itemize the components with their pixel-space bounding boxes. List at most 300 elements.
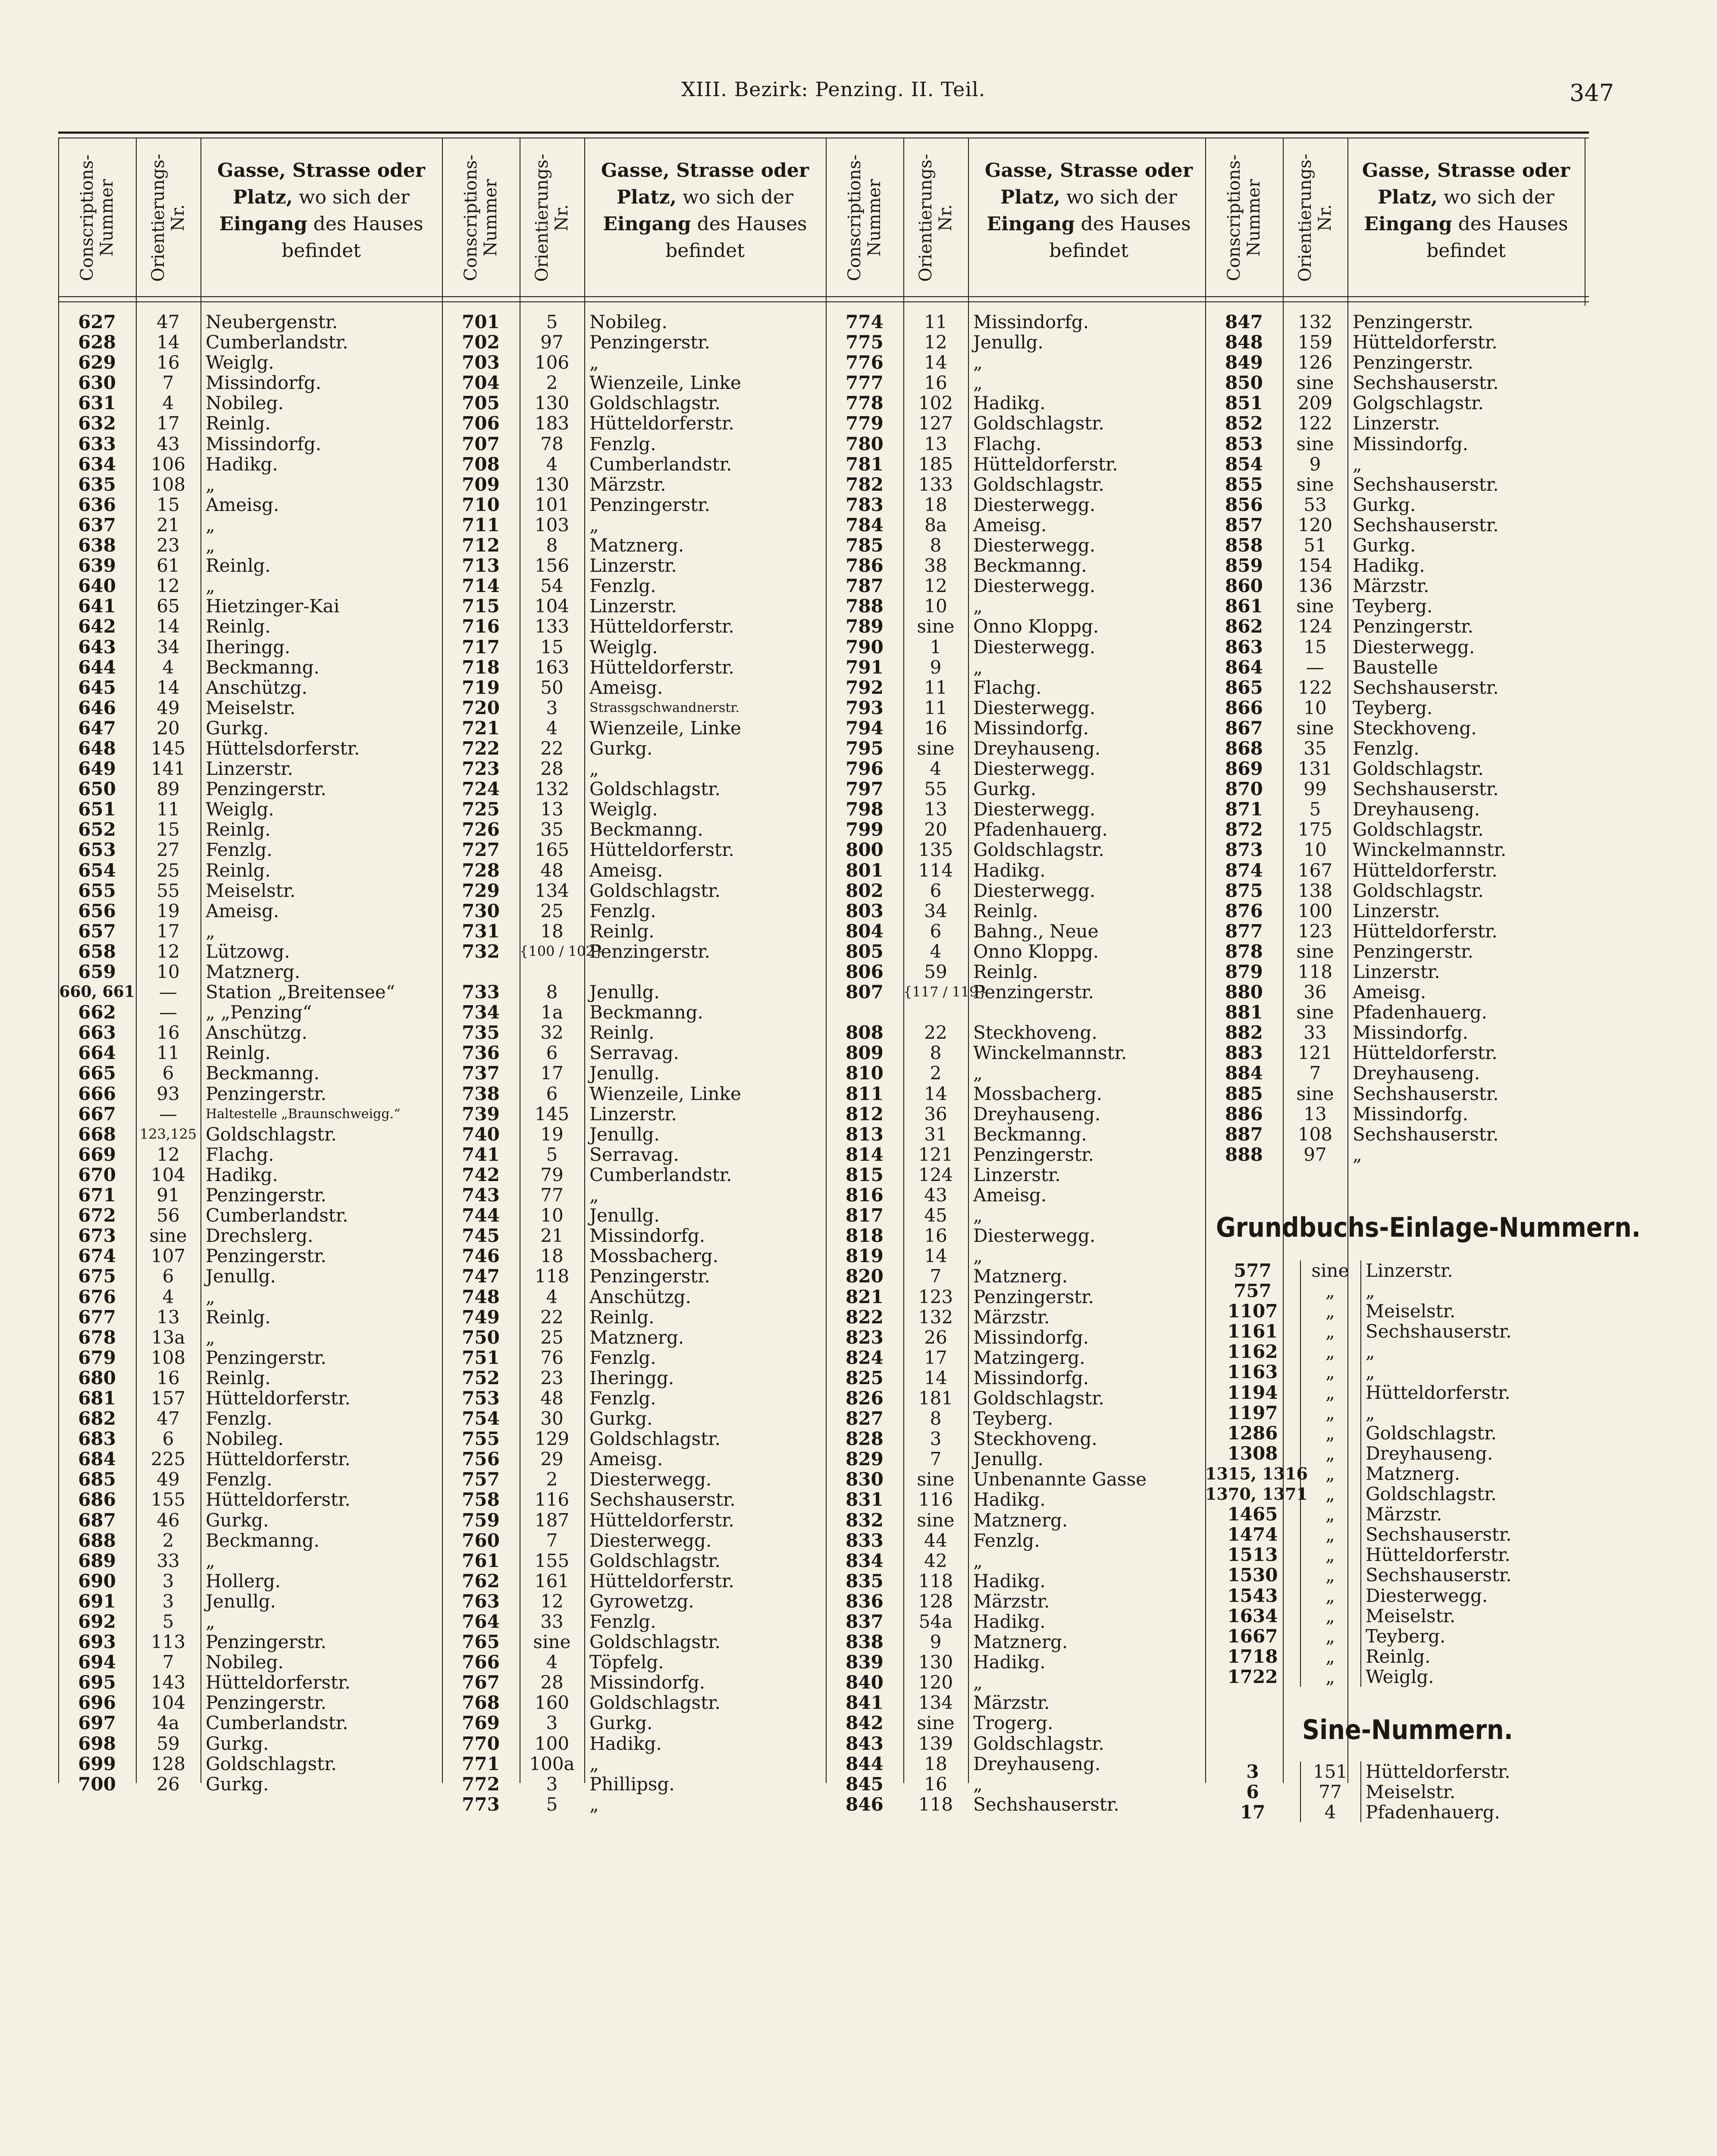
orientation-number: 9 [930,656,942,678]
table-row [826,1165,1209,1185]
street-name: Penzingerstr. [589,332,710,353]
grundbuch-row [1205,1463,1585,1484]
orientation-number: 33 [540,1611,564,1632]
table-row [442,1022,826,1043]
street-name: Cumberlandstr. [206,1205,348,1226]
conscription-number: 715 [462,595,500,617]
orientation-number: 59 [924,961,947,982]
table-row [58,738,442,758]
header-street-line1 [1347,157,1585,184]
street-name: Goldschlagstr. [589,778,721,800]
grundbuch-orientation: „ [1325,1422,1335,1444]
street-name: Sechshauserstr. [973,1793,1119,1815]
table-row [826,779,1209,799]
header-conscription [442,140,520,295]
table-row [826,1754,1209,1774]
conscription-number: 878 [1225,940,1263,962]
street-name: Diesterwegg. [589,1469,712,1490]
orientation-number: 21 [540,1225,564,1247]
orientation-number: 44 [924,1529,947,1551]
grundbuch-street: Reinlg. [1366,1645,1431,1667]
grundbuch-street: Sechshauserstr. [1366,1564,1512,1586]
table-row [442,779,826,799]
street-name: „ [206,1550,215,1571]
street-name: Penzingerstr. [206,1185,326,1206]
table-top-rule [58,132,1589,134]
conscription-number: 675 [78,1266,116,1287]
conscription-number: 707 [462,433,500,454]
street-name: „ [206,1286,215,1307]
table-row [58,962,442,982]
table-row [1205,474,1585,495]
conscription-number: 761 [462,1550,500,1571]
header-street-line1 [968,157,1209,184]
street-name: Diesterwegg. [973,575,1096,597]
orientation-number: 12 [157,1144,180,1165]
orientation-number: 102 [918,392,953,414]
table-row [826,535,1209,555]
street-name: Diesterwegg. [973,758,1096,780]
conscription-number: 776 [846,352,884,373]
table-row [442,1185,826,1205]
table-row [826,1327,1209,1348]
street-name: Serravag. [589,1144,679,1165]
conscription-number: 800 [846,839,884,861]
grundbuch-orientation: „ [1325,1605,1335,1626]
table-row [442,881,826,901]
orientation-number: 145 [150,737,186,759]
conscription-number: 793 [846,697,884,718]
conscription-number: 874 [1225,859,1263,881]
grundbuch-orientation: „ [1325,1341,1335,1363]
conscription-number: 862 [1225,616,1263,637]
table-row [58,474,442,495]
street-name: Teyberg. [1353,595,1433,617]
conscription-number: 664 [78,1042,116,1064]
table-row [442,312,826,332]
street-name: Weiglg. [206,352,274,373]
grundbuch-street: „ [1366,1280,1375,1302]
conscription-number: 681 [78,1387,116,1409]
table-row [442,434,826,454]
orientation-number: 136 [1297,575,1333,597]
table-row [58,1043,442,1063]
table-row [442,1469,826,1489]
conscription-number: 819 [846,1245,884,1267]
table-row [826,1368,1209,1388]
table-row [442,1266,826,1286]
table-row [58,901,442,921]
orientation-number: 50 [540,677,564,698]
orientation-number: 8a [924,514,947,536]
header-street [1347,140,1585,313]
table-row [826,1002,1209,1022]
conscription-number: 876 [1225,900,1263,921]
conscription-number: 814 [846,1144,884,1165]
orientation-number: sine [1296,473,1334,495]
orientation-number: 160 [534,1692,570,1714]
conscription-number: 835 [846,1570,884,1592]
table-row [442,474,826,495]
conscription-number: 691 [78,1590,116,1612]
conscription-number: 854 [1225,453,1263,475]
grundbuch-orientation: „ [1325,1585,1335,1606]
orientation-number: 29 [540,1448,564,1470]
street-name: Reinlg. [206,1042,271,1064]
conscription-number: 885 [1225,1083,1263,1104]
table-row [1205,840,1585,860]
table-row [442,1652,826,1672]
orientation-number: 133 [918,473,953,495]
orientation-number: 175 [1297,819,1333,840]
street-name: Lützowg. [206,940,290,962]
sine-street: Hütteldorferstr. [1366,1761,1510,1782]
table-row [826,515,1209,535]
street-name: Hütteldorferstr. [589,839,734,861]
street-name: „ [589,352,599,373]
table-row [826,962,1209,982]
conscription-number: 771 [462,1753,500,1774]
street-name: Hütteldorferstr. [973,453,1118,475]
street-name: Märzstr. [1353,575,1429,597]
street-name: Reinlg. [206,555,271,577]
orientation-number: 106 [150,453,186,475]
table-row [58,332,442,352]
conscription-number: 716 [462,616,500,637]
header-street-line2: Platz, wo sich der [1378,186,1554,208]
conscription-number: 721 [462,717,500,739]
table-row [58,1124,442,1144]
grundbuch-number: 1474 [1227,1524,1278,1545]
street-name: Trogerg. [973,1712,1053,1734]
street-name: Winckelmannstr. [1353,839,1507,861]
street-name: Weiglg. [206,799,274,820]
street-name: Penzingerstr. [973,1286,1094,1307]
table-row [58,1327,442,1348]
orientation-number: 118 [918,1793,953,1815]
orientation-number: 15 [157,494,180,515]
orientation-number: 18 [924,494,947,515]
orientation-number: 3 [546,1712,558,1734]
orientation-number: 25 [540,900,564,921]
grundbuch-number: 1163 [1227,1361,1278,1383]
orientation-number: 121 [1297,1042,1333,1064]
conscription-number: 815 [846,1164,884,1185]
conscription-number: 629 [78,352,116,373]
table-row [826,1733,1209,1754]
orientation-number: {100 / 102} [520,943,603,959]
conscription-number: 674 [78,1245,116,1267]
table-row [442,1408,826,1429]
conscription-number: 750 [462,1326,500,1348]
street-name: Ameisg. [589,1448,663,1470]
street-name: Hadikg. [206,453,278,475]
table-row [58,657,442,677]
conscription-number: 772 [462,1773,500,1795]
sine-number: 3 [1246,1761,1259,1782]
conscription-number: 842 [846,1712,884,1734]
table-row [826,860,1209,881]
street-name: Goldschlagstr. [589,1631,721,1653]
sine-row [1205,1782,1585,1802]
street-name: Serravag. [589,1042,679,1064]
street-name: Steckhoveng. [1353,717,1477,739]
grundbuch-orientation: „ [1325,1645,1335,1667]
street-name: Missindorfg. [589,1225,705,1247]
street-name: Jenullg. [973,1448,1043,1470]
orientation-number: 8 [546,535,558,556]
conscription-number: 824 [846,1347,884,1368]
conscription-number: 796 [846,758,884,780]
conscription-number: 884 [1225,1062,1263,1084]
street-name: Reinlg. [206,616,271,637]
street-name: Goldschlagstr. [589,1428,721,1450]
table-row [826,1124,1209,1144]
street-name: Dreyhauseng. [1353,799,1480,820]
orientation-number: 45 [924,1205,947,1226]
table-row [442,576,826,596]
street-name: Missindorfg. [589,1672,705,1693]
grundbuch-number: 1722 [1227,1666,1278,1687]
street-name: Märzstr. [589,473,666,495]
table-row [58,1084,442,1104]
grundbuch-row [1205,1382,1585,1403]
grundbuch-row [1205,1484,1585,1504]
conscription-number: 843 [846,1733,884,1754]
orientation-number: 12 [540,1590,564,1612]
conscription-number: 888 [1225,1144,1263,1165]
table-row [442,393,826,413]
grundbuch-street: Teyberg. [1366,1625,1446,1647]
orientation-number: 16 [924,1225,947,1247]
street-name: Diesterwegg. [973,880,1096,901]
table-row [442,901,826,921]
table-row [58,1002,442,1022]
conscription-number: 810 [846,1062,884,1084]
column-group-1 [58,312,442,1794]
grundbuch-orientation: „ [1325,1361,1335,1383]
table-row [826,1794,1209,1814]
orientation-number: 2 [162,1529,174,1551]
street-name: Penzingerstr. [1353,616,1473,637]
conscription-number: 720 [462,697,500,718]
table-row [58,434,442,454]
street-name: Penzingerstr. [1353,940,1473,962]
table-row [442,1794,826,1814]
street-name: Hütteldorferstr. [1353,1042,1498,1064]
street-name: Goldschlagstr. [589,1692,721,1714]
street-name: Mossbacherg. [973,1083,1103,1104]
conscription-number: 673 [78,1225,116,1247]
orientation-number: 116 [534,1489,570,1510]
orientation-number: 132 [534,778,570,800]
conscription-number: 737 [462,1062,500,1084]
table-row [58,413,442,433]
table-row [58,1307,442,1327]
table-row [442,1571,826,1591]
header-street-line1 [584,157,826,184]
conscription-number: 726 [462,819,500,840]
street-name: Hadikg. [973,1611,1046,1632]
conscription-number: 703 [462,352,500,373]
street-name: Missindorfg. [973,1367,1089,1388]
orientation-number: 6 [162,1428,174,1450]
street-name: Penzingerstr. [206,1245,326,1267]
street-name: Beckmanng. [589,819,703,840]
table-row [826,1348,1209,1368]
grundbuch-row [1205,1260,1585,1281]
conscription-number: 879 [1225,961,1263,982]
street-name: „ [206,1611,215,1632]
street-name: Diesterwegg. [1353,636,1475,658]
orientation-number: 89 [157,778,180,800]
table-row [58,1185,442,1205]
table-row [826,941,1209,962]
street-name: Hadikg. [589,1733,662,1754]
orientation-number: 3 [546,697,558,718]
table-row [826,677,1209,698]
conscription-number: 713 [462,555,500,577]
conscription-number: 767 [462,1672,500,1693]
orientation-number: 47 [157,1408,180,1429]
conscription-number: 648 [78,737,116,759]
orientation-number: 26 [924,1326,947,1348]
street-name: Hütteldorferstr. [206,1448,351,1470]
table-row [1205,758,1585,779]
conscription-number: 725 [462,799,500,820]
street-name: „ [973,1245,983,1267]
conscription-number: 643 [78,636,116,658]
conscription-number: 813 [846,1123,884,1145]
orientation-number: 14 [924,352,947,373]
table-row [58,1246,442,1266]
conscription-number: 644 [78,656,116,678]
table-row [58,860,442,881]
orientation-number: 6 [546,1083,558,1104]
table-row [442,758,826,779]
orientation-number: 30 [540,1408,564,1429]
orientation-number: 4 [546,717,558,739]
street-name: Fenzlg. [1353,737,1419,759]
conscription-number: 699 [78,1753,116,1774]
orientation-number: sine [1296,1083,1334,1104]
street-name: Jenullg. [589,1062,660,1084]
orientation-number: 15 [157,819,180,840]
street-name: „ [973,1062,983,1084]
street-name: Goldschlagstr. [1353,819,1484,840]
grundbuch-row [1205,1586,1585,1606]
orientation-number: — [1306,656,1324,678]
table-row [58,1368,442,1388]
grundbuch-row [1205,1423,1585,1443]
table-row [1205,332,1585,352]
table-row [826,637,1209,657]
conscription-number: 785 [846,535,884,556]
grundbuch-number: 1667 [1227,1625,1278,1647]
street-name: Teyberg. [1353,697,1433,718]
street-name: Haltestelle „Braunschweigg.“ [206,1106,401,1122]
table-row [58,1022,442,1043]
table-row [58,1632,442,1652]
conscription-number: 783 [846,494,884,515]
table-row [58,779,442,799]
conscription-number: 833 [846,1529,884,1551]
conscription-number: 825 [846,1367,884,1388]
table-row [1205,1002,1585,1022]
conscription-number: 848 [1225,332,1263,353]
street-name: Fenzlg. [589,900,656,921]
conscription-number: 773 [462,1793,500,1815]
grundbuch-row [1205,1321,1585,1341]
orientation-number: 10 [924,595,947,617]
header-street-line4: befindet [1426,240,1506,262]
conscription-number: 782 [846,473,884,495]
street-name: Goldschlagstr. [973,839,1104,861]
orientation-number: 54 [540,575,564,597]
orientation-number: 4 [930,940,942,962]
header-street-line1 [201,157,442,184]
conscription-number: 705 [462,392,500,414]
orientation-number: 118 [534,1266,570,1287]
orientation-number: 8 [930,535,942,556]
table-row [58,1551,442,1571]
street-name: Missindorfg. [206,433,322,454]
street-name: Jenullg. [589,1205,660,1226]
table-row [1205,1144,1585,1165]
street-name: Hadikg. [973,859,1046,881]
table-row [826,698,1209,718]
street-name: Hüttelsdorferstr. [206,737,360,759]
table-row [58,1408,442,1429]
table-row [826,1449,1209,1469]
table-row [826,1774,1209,1794]
orientation-number: 53 [1303,494,1327,515]
sine-title: Sine-Nummern. [1302,1714,1513,1745]
orientation-number: 1a [541,1002,563,1023]
conscription-number: 861 [1225,595,1263,617]
table-row [442,1002,826,1022]
street-name: „ [973,595,983,617]
orientation-number: 132 [1297,311,1333,332]
conscription-number: 859 [1225,555,1263,577]
conscription-number: 730 [462,900,500,921]
conscription-number: 851 [1225,392,1263,414]
orientation-number: 23 [540,1367,564,1388]
conscription-number: 670 [78,1164,116,1185]
grundbuch-list [1205,1260,1585,1687]
street-name: Jenullg. [589,981,660,1003]
conscription-number: 642 [78,616,116,637]
conscription-number: 832 [846,1509,884,1531]
conscription-number: 742 [462,1164,500,1185]
orientation-number: 46 [157,1509,180,1531]
table-row [442,413,826,433]
table-row [58,1348,442,1368]
orientation-number: 22 [540,1306,564,1328]
street-name: „ [206,920,215,942]
orientation-number: 38 [924,555,947,577]
conscription-number: 743 [462,1185,500,1206]
grundbuch-orientation: „ [1325,1321,1335,1342]
orientation-number: 138 [1297,880,1333,901]
table-row [826,840,1209,860]
orientation-number: 47 [157,311,180,332]
orientation-number: 128 [150,1753,186,1774]
header-street-line3: Eingang des Hauses [219,213,423,235]
street-name: Jenullg. [206,1590,276,1612]
table-row [442,1530,826,1551]
grundbuch-street: Sechshauserstr. [1366,1524,1512,1545]
